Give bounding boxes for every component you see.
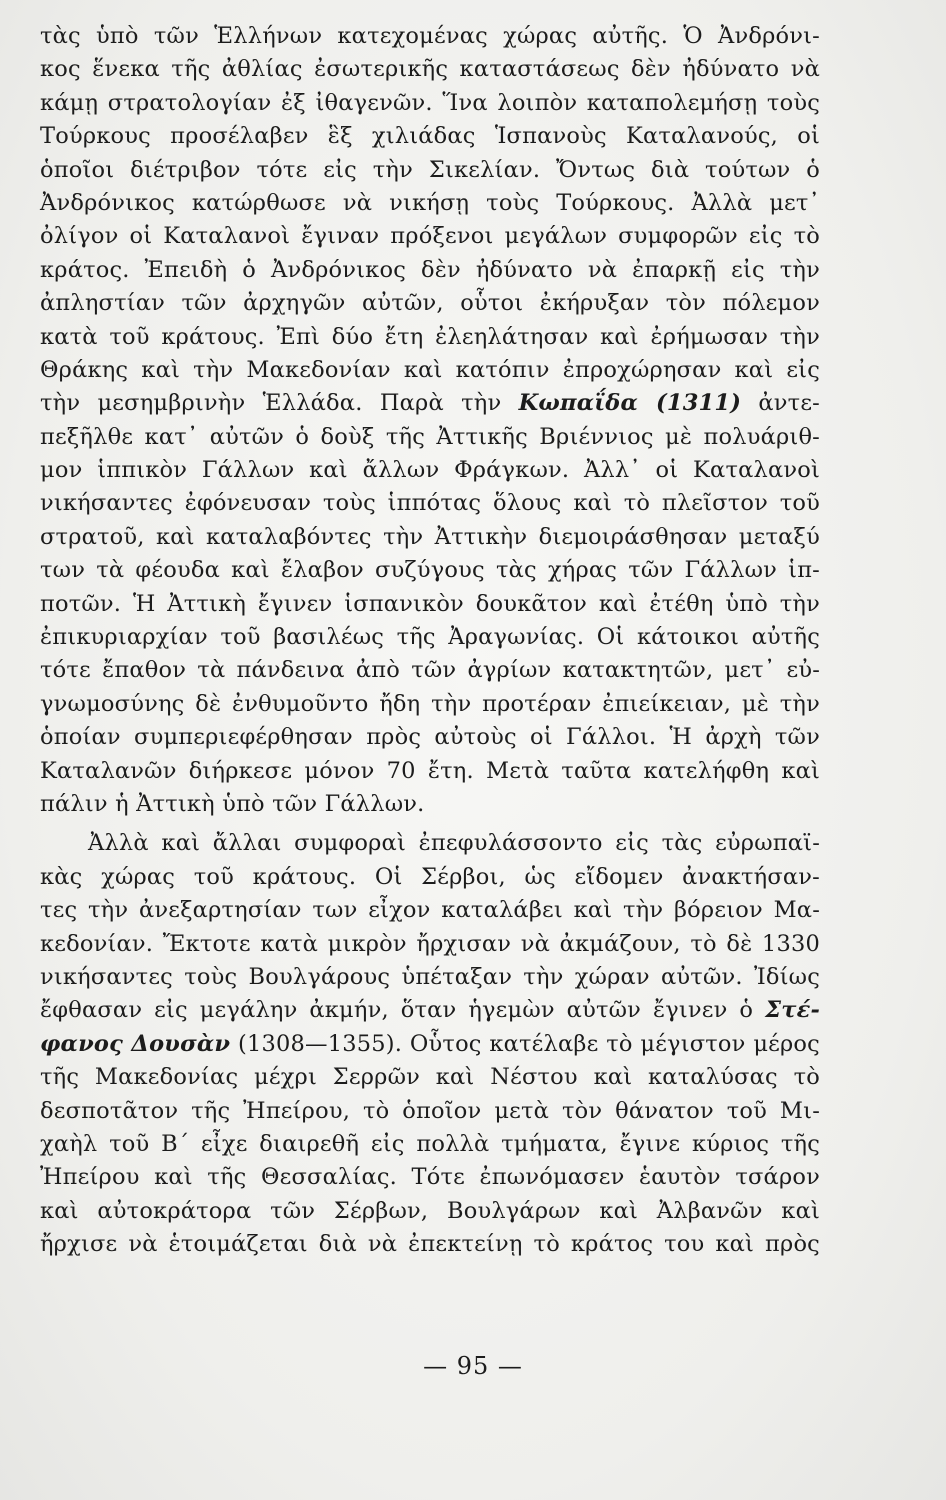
text-line: ἀπληστίαν τῶν ἀρχηγῶν αὐτῶν, οὗτοι ἐκήρυξαν τὸν πόλεμον (40, 290, 820, 317)
text-line: κάμῃ στρατολογίαν ἐξ ἰθαγενῶν. Ἵνα λοιπὸν καταπολεμήσῃ τοὺς (40, 89, 820, 116)
text-line: κος ἕνεκα τῆς ἀθλίας ἐσωτερικῆς καταστάσεως δὲν ἠδύνατο νὰ (40, 56, 820, 83)
text-line: τότε ἔπαθον τὰ πάνδεινα ἀπὸ τῶν ἀγρίων κατακτητῶν, μετ᾽ εὐ- (40, 657, 820, 684)
text-line: τῆς Μακεδονίας μέχρι Σερρῶν καὶ Νέστου καὶ καταλύσας τὸ (40, 1064, 820, 1091)
text-line: πάλιν ἡ Ἀττικὴ ὑπὸ τῶν Γάλλων. (40, 790, 425, 817)
text-line: καὶ αὐτοκράτορα τῶν Σέρβων, Βουλγάρων καὶ Ἀλβανῶν καὶ (40, 1197, 820, 1224)
text-line: ὀλίγον οἱ Καταλανοὶ ἔγιναν πρόξενοι μεγάλων συμφορῶν εἰς τὸ (40, 223, 820, 250)
text-line: ὁποῖοι διέτριβον τότε εἰς τὴν Σικελίαν. Ὄντως διὰ τούτων ὁ (40, 156, 820, 183)
text-line: πεξῆλθε κατ᾽ αὐτῶν ὁ δοὺξ τῆς Ἀττικῆς Βριέννιος μὲ πολυάριθ- (40, 423, 820, 450)
text-line-end: ἀντε- (758, 390, 820, 417)
text-line: τὰς ὑπὸ τῶν Ἑλλήνων κατεχομένας χώρας αὐτῆς. Ὁ Ἀνδρόνι- (40, 23, 820, 49)
text-line: Ἀλλὰ καὶ ἄλλαι συμφοραὶ ἐπεφυλάσσοντο εἰς τὰς εὐρωπαϊ- (88, 830, 820, 857)
text-line: νικήσαντες ἐφόνευσαν τοὺς ἱππότας ὅλους καὶ τὸ πλεῖστον τοῦ (40, 490, 820, 517)
text-line: Ἠπείρου καὶ τῆς Θεσσαλίας. Τότε ἐπωνόμασεν ἑαυτὸν τσάρον (40, 1164, 820, 1191)
text-line: κράτος. Ἐπειδὴ ὁ Ἀνδρόνικος δὲν ἠδύνατο νὰ ἐπαρκῇ εἰς τὴν (40, 256, 820, 283)
text-line: κὰς χώρας τοῦ κράτους. Οἱ Σέρβοι, ὡς εἴδομεν ἀνακτήσαν- (40, 863, 820, 890)
text-line: Ἀνδρόνικος κατώρθωσε νὰ νικήσῃ τοὺς Τούρκους. Ἀλλὰ μετ᾽ (40, 189, 820, 216)
text-line: στρατοῦ, καὶ καταλαβόντες τὴν Ἀττικὴν διεμοιράσθησαν μεταξύ (40, 523, 820, 550)
text-line: ἐπικυριαρχίαν τοῦ βασιλέως τῆς Ἀραγωνίας. Οἱ κάτοικοι αὐτῆς (40, 624, 820, 651)
text-line: κεδονίαν. Ἔκτοτε κατὰ μικρὸν ἤρχισαν νὰ ἀκμάζουν, τὸ δὲ 1330 (40, 930, 820, 957)
text-line: των τὰ φέουδα καὶ ἔλαβον συζύγους τὰς χήρας τῶν Γάλλων ἱπ- (40, 557, 820, 584)
text-line: κατὰ τοῦ κράτους. Ἐπὶ δύο ἔτη ἐλεηλάτησαν καὶ ἐρήμωσαν τὴν (40, 323, 820, 350)
text-line: ποτῶν. Ἡ Ἀττικὴ ἔγινεν ἱσπανικὸν δουκᾶτον καὶ ἐτέθη ὑπὸ τὴν (40, 590, 820, 617)
text-line-end: (1308—1355). Οὗτος κατέλαβε τὸ μέγιστον μέρος (238, 1030, 820, 1057)
text-line: τες τὴν ἀνεξαρτησίαν των εἶχον καταλάβει καὶ τὴν βόρειον Μα- (40, 897, 820, 924)
text-line-dusan (40, 1028, 820, 1061)
person-name-dusan: φανος Δουσὰν (40, 1030, 231, 1057)
text-line-stefanos (40, 994, 820, 1027)
text-line-start: τὴν μεσημβρινὴν Ἑλλάδα. Παρὰ τὴν (40, 390, 502, 417)
text-line: γνωμοσύνης δὲ ἐνθυμοῦντο ἤδη τὴν προτέραν ἐπιείκειαν, μὲ τὴν (40, 690, 820, 717)
text-line: δεσποτᾶτον τῆς Ἠπείρου, τὸ ὁποῖον μετὰ τὸν θάνατον τοῦ Μι- (40, 1097, 820, 1124)
text-line-start: ἔφθασαν εἰς μεγάλην ἀκμήν, ὅταν ἡγεμὼν αὐτῶν ἔγινεν ὁ (40, 997, 754, 1024)
body-text (40, 20, 820, 1261)
page-number: — 95 — (423, 1352, 523, 1380)
person-name-stefanos: Στέ- (765, 997, 820, 1024)
text-line: Τούρκους προσέλαβεν ἓξ χιλιάδας Ἱσπανοὺς Καταλανούς, οἱ (40, 123, 820, 150)
text-line: ἤρχισε νὰ ἑτοιμάζεται διὰ νὰ ἐπεκτείνῃ τὸ κράτος του καὶ πρὸς (40, 1231, 820, 1258)
text-line: νικήσαντες τοὺς Βουλγάρους ὑπέταξαν τὴν χώραν αὐτῶν. Ἰδίως (40, 963, 820, 990)
text-line: χαὴλ τοῦ Β΄ εἶχε διαιρεθῆ εἰς πολλὰ τμήματα, ἔγινε κύριος τῆς (40, 1130, 820, 1157)
text-line: ὁποίαν συμπεριεφέρθησαν πρὸς αὐτοὺς οἱ Γάλλοι. Ἡ ἀρχὴ τῶν (40, 724, 820, 751)
text-line: Καταλανῶν διήρκεσε μόνον 70 ἔτη. Μετὰ ταῦτα κατελήφθη καὶ (40, 757, 820, 784)
text-line: μον ἱππικὸν Γάλλων καὶ ἄλλων Φράγκων. Ἀλλ᾽ οἱ Καταλανοὶ (40, 457, 820, 484)
text-line: Θράκης καὶ τὴν Μακεδονίαν καὶ κατόπιν ἐπροχώρησαν καὶ εἰς (40, 356, 820, 383)
place-name-kopais: Κωπαΐδα (1311) (518, 390, 742, 417)
text-line-kopais (40, 387, 820, 420)
